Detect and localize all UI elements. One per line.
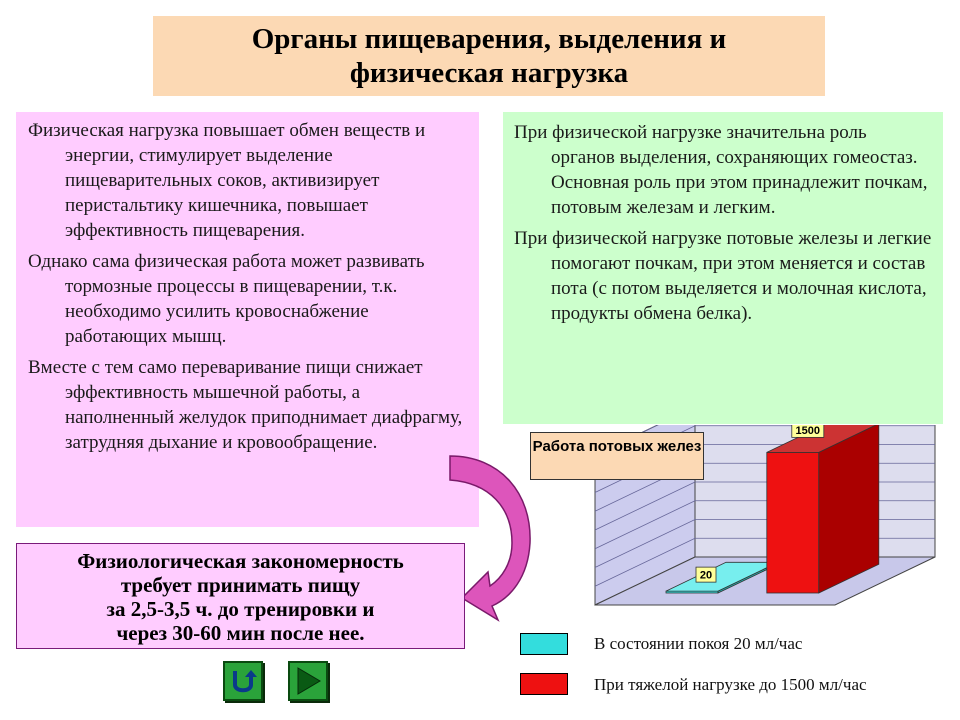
paragraph: При физической нагрузке значительна роль органов выделения, сохраняющих гомеостаз. Основная роль при этом принадлежит почкам, потовым железам и легким. — [514, 122, 928, 218]
legend-swatch-rest — [520, 633, 568, 655]
legend-label-load: При тяжелой нагрузке до 1500 мл/час — [594, 675, 867, 694]
title-line-2: физическая нагрузка — [349, 57, 629, 89]
chart-bar-front — [767, 452, 819, 593]
paragraph: Однако сама физическая работа может развивать тормозные процессы в пищеварении, т.к. необходимо усилить кровоснабжение работающих мышц. — [28, 251, 425, 347]
chart-title: Работа потовых желез — [530, 432, 704, 480]
legend-label-rest: В состоянии покоя 20 мл/час — [594, 634, 803, 653]
physiological-rule-box — [16, 543, 465, 649]
title-banner — [153, 16, 825, 96]
rule-line-3: за 2,5-3,5 ч. до тренировки и — [106, 597, 375, 621]
title-line-1: Органы пищеварения, выделения и — [251, 23, 727, 55]
play-icon — [290, 663, 326, 699]
paragraph: Вместе с тем само переваривание пищи снижает эффективность мышечной работы, а наполненный желудок приподнимает диафрагму, затрудняя дыхание и кровообращение. — [28, 357, 463, 453]
paragraph: При физической нагрузке потовые железы и легкие помогают почкам, при этом меняется и состав пота (с потом выделяется и молочная кислота, продукты обмена белка). — [514, 228, 932, 324]
page-title — [252, 22, 727, 90]
legend-swatch-load — [520, 673, 568, 695]
rule-line-4: через 30-60 мин после нее. — [116, 621, 365, 645]
paragraph: Физическая нагрузка повышает обмен веществ и энергии, стимулирует выделение пищеварительных соков, активизирует перистальтику кишечника, повышает эффективность пищеварения. — [28, 120, 426, 241]
rule-line-1: Физиологическая закономерность — [77, 549, 404, 573]
chart-data-label: 1500 — [795, 425, 821, 437]
return-icon — [225, 663, 261, 699]
next-button[interactable] — [288, 661, 328, 701]
return-button[interactable] — [223, 661, 263, 701]
chart-data-label: 20 — [699, 569, 713, 582]
digestion-text-box — [16, 112, 479, 527]
chart-bar-side — [819, 425, 879, 593]
rule-line-2: требует принимать пищу — [120, 573, 361, 597]
excretion-text-box — [503, 112, 943, 424]
